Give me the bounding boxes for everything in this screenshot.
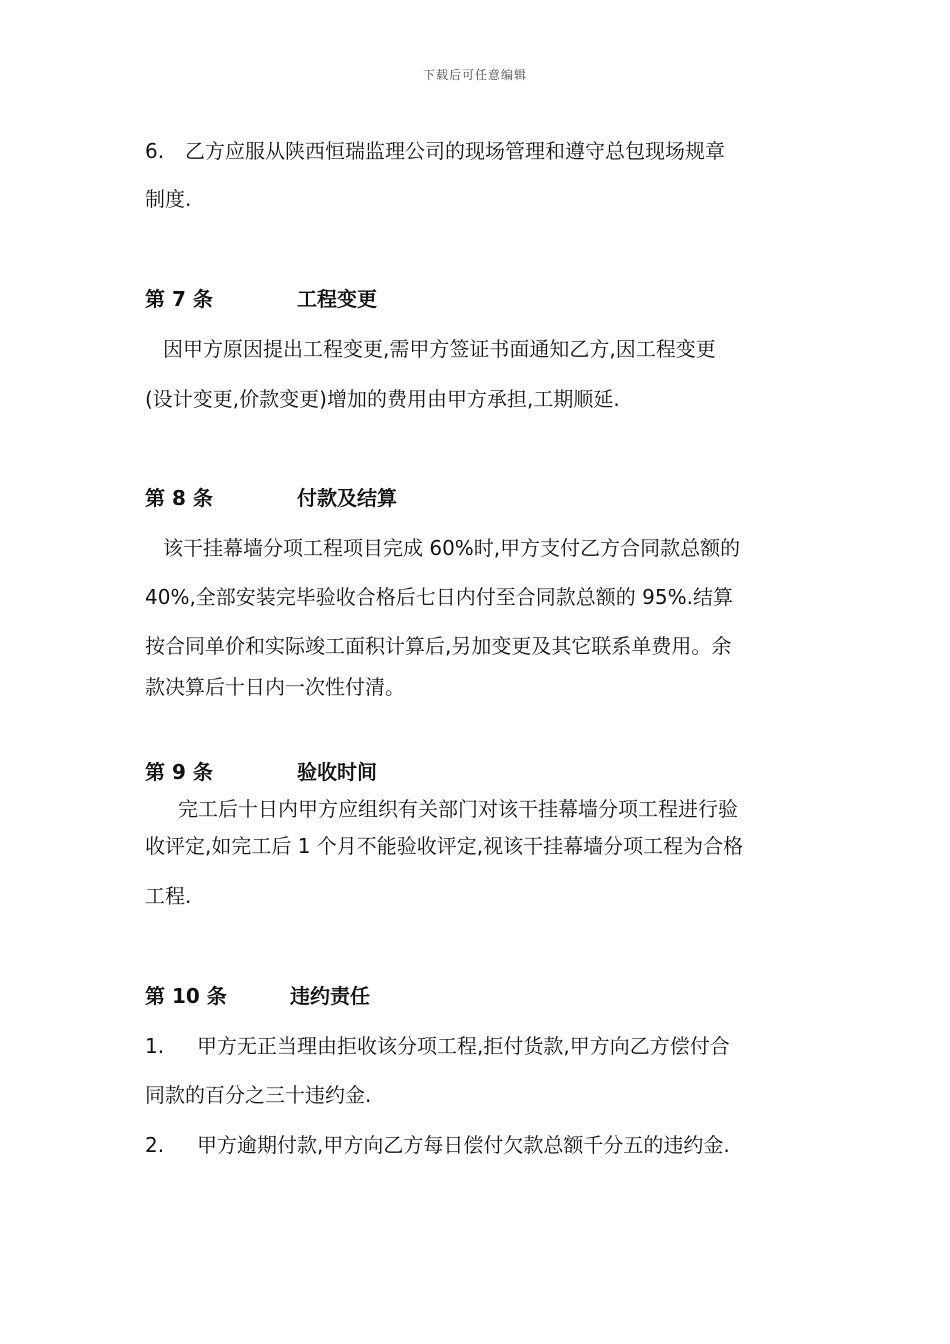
article9-line3: 工程. — [145, 884, 192, 908]
item6-line1 — [145, 138, 725, 164]
header-note: 下载后可任意编辑 — [422, 68, 527, 82]
article9-title: 验收时间 — [297, 760, 377, 784]
article9-heading — [145, 759, 377, 785]
article7-line2: (设计变更,价款变更)增加的费用由甲方承担,工期顺延. — [145, 387, 620, 411]
article9-line1: 完工后十日内甲方应组织有关部门对该干挂幕墙分项工程进行验 — [178, 797, 738, 821]
article10-item2-text1: 甲方逾期付款,甲方向乙方每日偿付欠款总额千分五的违约金. — [197, 1133, 730, 1157]
article10-label: 第 10 条 — [145, 984, 227, 1008]
article7-label: 第 7 条 — [145, 287, 213, 311]
article8-title: 付款及结算 — [297, 486, 397, 510]
article9-label: 第 9 条 — [145, 760, 213, 784]
article10-item1-text1: 甲方无正当理由拒收该分项工程,拒付货款,甲方向乙方偿付合 — [197, 1034, 730, 1058]
article10-item1-line1 — [145, 1033, 730, 1059]
article10-item1-line2: 同款的百分之三十违约金. — [145, 1083, 372, 1107]
article8-line4: 款决算后十日内一次性付清。 — [145, 675, 405, 699]
article10-item1-number: 1. — [145, 1034, 165, 1058]
article10-heading — [145, 983, 370, 1009]
article7-heading — [145, 286, 377, 312]
article9-line2: 收评定,如完工后 1 个月不能验收评定,视该干挂幕墙分项工程为合格 — [145, 834, 744, 858]
item6-number: 6. — [145, 139, 165, 163]
article7-title: 工程变更 — [297, 287, 377, 311]
article8-line2: 40%,全部安装完毕验收合格后七日内付至合同款总额的 95%.结算 — [145, 585, 733, 609]
article8-label: 第 8 条 — [145, 486, 213, 510]
article7-line1: 因甲方原因提出工程变更,需甲方签证书面通知乙方,因工程变更 — [163, 337, 716, 361]
item6-text1: 乙方应服从陕西恒瑞监理公司的现场管理和遵守总包现场规章 — [185, 139, 725, 163]
article10-item2-line1 — [145, 1132, 730, 1158]
article10-title: 违约责任 — [290, 984, 370, 1008]
item6-line2: 制度. — [145, 187, 192, 211]
article8-line3: 按合同单价和实际竣工面积计算后,另加变更及其它联系单费用。余 — [145, 634, 732, 658]
article8-line1: 该干挂幕墙分项工程项目完成 60%时,甲方支付乙方合同款总额的 — [163, 536, 741, 560]
article8-heading — [145, 485, 397, 511]
article10-item2-number: 2. — [145, 1133, 165, 1157]
